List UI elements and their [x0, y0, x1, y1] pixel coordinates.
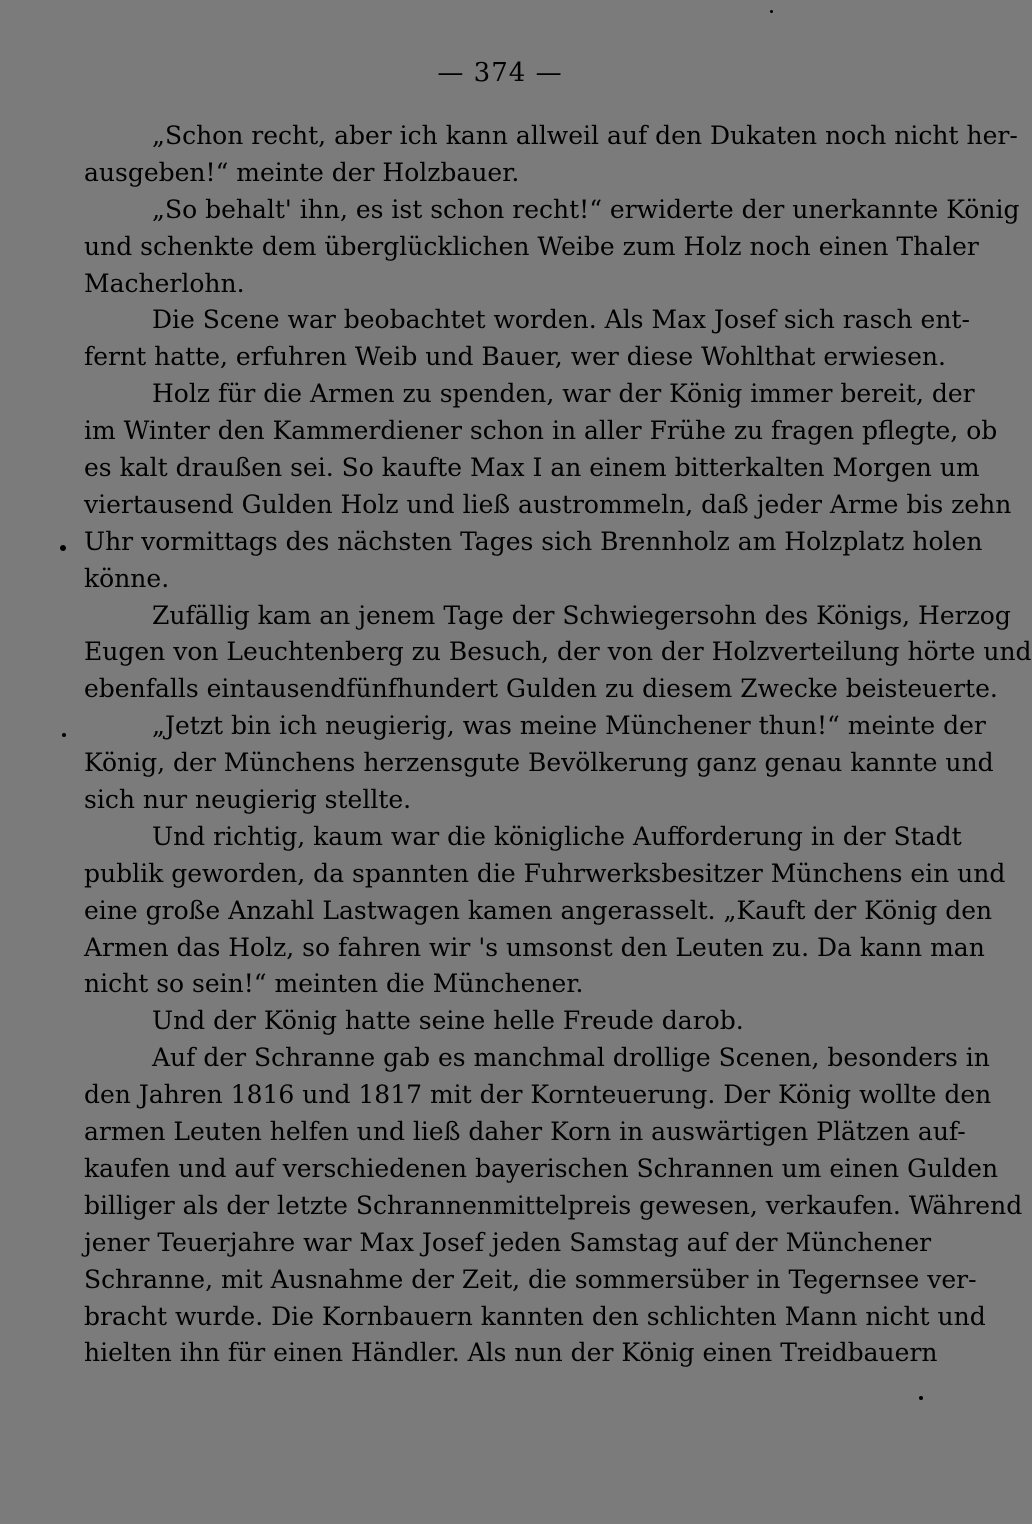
text-line: ausgeben!“ meinte der Holzbauer.: [84, 157, 520, 187]
text-line: Schranne, mit Ausnahme der Zeit, die sommersüber in Tegernsee ver-: [84, 1264, 977, 1294]
text-line: König, der Münchens herzensgute Bevölkerung ganz genau kannte und: [84, 748, 994, 778]
text-line: eine große Anzahl Lastwagen kamen angerasselt. „Kauft der König den: [84, 895, 993, 925]
text-line: armen Leuten helfen und ließ daher Korn in auswärtigen Plätzen auf-: [84, 1117, 966, 1147]
page-number: — 374 —: [437, 58, 563, 88]
text-line: den Jahren 1816 und 1817 mit der Kornteuerung. Der König wollte den: [84, 1080, 992, 1110]
text-line: publik geworden, da spannten die Fuhrwerksbesitzer Münchens ein und: [84, 858, 1006, 888]
text-line: Und richtig, kaum war die königliche Aufforderung in der Stadt: [152, 821, 962, 851]
margin-dot: [62, 733, 66, 737]
text-line: Armen das Holz, so fahren wir 's umsonst den Leuten zu. Da kann man: [84, 932, 985, 962]
margin-dot: [60, 545, 66, 551]
text-line: nicht so sein!“ meinten die Münchener.: [84, 969, 584, 999]
text-line: „Jetzt bin ich neugierig, was meine Münchener thun!“ meinte der: [152, 711, 986, 741]
text-line: Und der König hatte seine helle Freude darob.: [152, 1006, 744, 1036]
text-line: sich nur neugierig stellte.: [84, 785, 412, 815]
text-line: Auf der Schranne gab es manchmal drollige Scenen, besonders in: [152, 1043, 990, 1073]
text-line: viertausend Gulden Holz und ließ austrommeln, daß jeder Arme bis zehn: [84, 489, 1012, 519]
text-line: Holz für die Armen zu spenden, war der König immer bereit, der: [152, 379, 975, 409]
text-line: im Winter den Kammerdiener schon in aller Frühe zu fragen pflegte, ob: [84, 416, 998, 446]
text-line: Zufällig kam an jenem Tage der Schwiegersohn des Königs, Herzog: [152, 600, 1011, 630]
text-line: könne.: [84, 563, 170, 593]
text-line: es kalt draußen sei. So kaufte Max I an einem bitterkalten Morgen um: [84, 453, 980, 483]
text-line: fernt hatte, erfuhren Weib und Bauer, wer diese Wohlthat erwiesen.: [84, 342, 946, 372]
text-line: Macherlohn.: [84, 268, 245, 298]
body-text: [84, 118, 1032, 1372]
text-line: bracht wurde. Die Kornbauern kannten den schlichten Mann nicht und: [84, 1301, 986, 1331]
text-line: jener Teuerjahre war Max Josef jeden Samstag auf der Münchener: [84, 1227, 932, 1257]
text-line: kaufen und auf verschiedenen bayerischen Schrannen um einen Gulden: [84, 1153, 999, 1183]
text-line: billiger als der letzte Schrannenmittelpreis gewesen, verkaufen. Während: [84, 1190, 1023, 1220]
text-line: Eugen von Leuchtenberg zu Besuch, der von der Holzverteilung hörte und: [84, 637, 1032, 667]
text-line: und schenkte dem überglücklichen Weibe zum Holz noch einen Thaler: [84, 231, 979, 261]
margin-dot: [770, 10, 773, 13]
text-line: Uhr vormittags des nächsten Tages sich Brennholz am Holzplatz holen: [84, 526, 983, 556]
text-line: ebenfalls eintausendfünfhundert Gulden zu diesem Zwecke beisteuerte.: [84, 674, 998, 704]
text-line: hielten ihn für einen Händler. Als nun der König einen Treidbauern: [84, 1338, 938, 1368]
text-line: Die Scene war beobachtet worden. Als Max Josef sich rasch ent-: [152, 305, 970, 335]
margin-dot: [919, 1396, 923, 1400]
text-line: „Schon recht, aber ich kann allweil auf den Dukaten noch nicht her-: [152, 121, 1018, 150]
text-line: „So behalt' ihn, es ist schon recht!“ erwiderte der unerkannte König: [152, 194, 1020, 224]
